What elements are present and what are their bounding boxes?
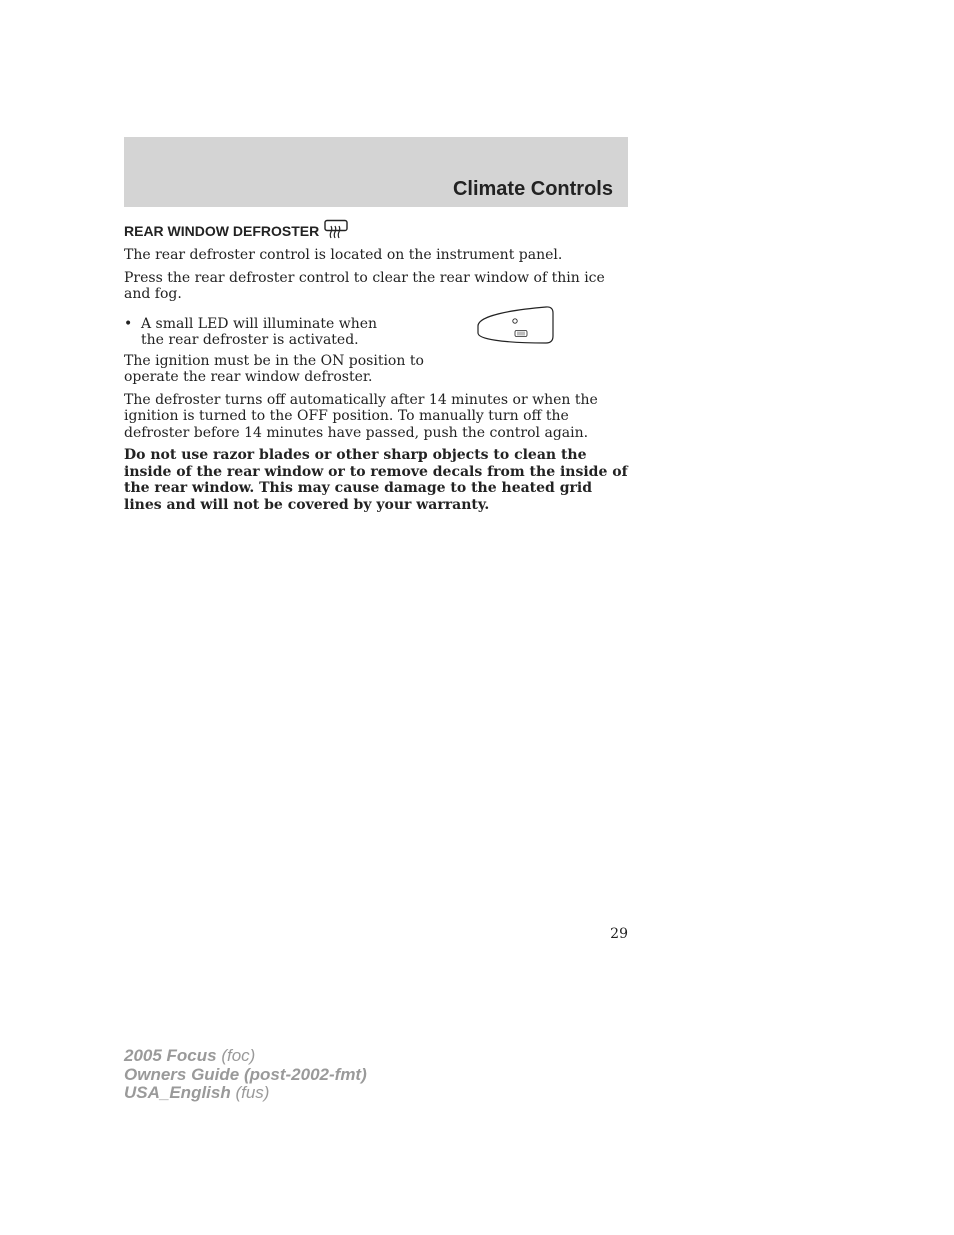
rear-defroster-icon — [324, 219, 348, 243]
warning-text: Do not use razor blades or other sharp objects to clean the inside of the rear window or to remove decals from the inside of the rear window. This may cause damage to the heated grid lines and will not be covered by your warranty. — [124, 447, 628, 513]
header-band — [124, 137, 628, 207]
paragraph-auto-off: The defroster turns off automatically after 14 minutes or when the ignition is turned to the OFF position. To manually turn off the defroster before 14 minutes have passed, push the control again. — [124, 391, 598, 441]
bullet-dot: • — [124, 315, 133, 332]
footer-line-2: Owners Guide (post-2002-fmt) — [124, 1064, 367, 1084]
paragraph-instructions: Press the rear defroster control to clear the rear window of thin ice and fog. — [124, 269, 605, 302]
page-number: 29 — [610, 926, 628, 942]
footer — [124, 1047, 367, 1103]
bullet-block — [124, 316, 628, 353]
footer-line-3: USA_English (fus) — [124, 1083, 270, 1102]
defroster-control-illustration — [474, 305, 556, 352]
section-heading-text: REAR WINDOW DEFROSTER — [124, 222, 320, 239]
bullet-text: A small LED will illuminate when the rear defroster is activated. — [141, 315, 378, 348]
footer-line-1: 2005 Focus (foc) — [124, 1046, 256, 1065]
section-heading — [124, 221, 628, 241]
page-title: Climate Controls — [452, 178, 613, 200]
paragraph-ignition: The ignition must be in the ON position to operate the rear window defroster. — [124, 352, 424, 385]
main-content — [124, 221, 628, 519]
paragraph-location: The rear defroster control is located on the instrument panel. — [124, 247, 563, 263]
bullet-item — [124, 316, 384, 349]
